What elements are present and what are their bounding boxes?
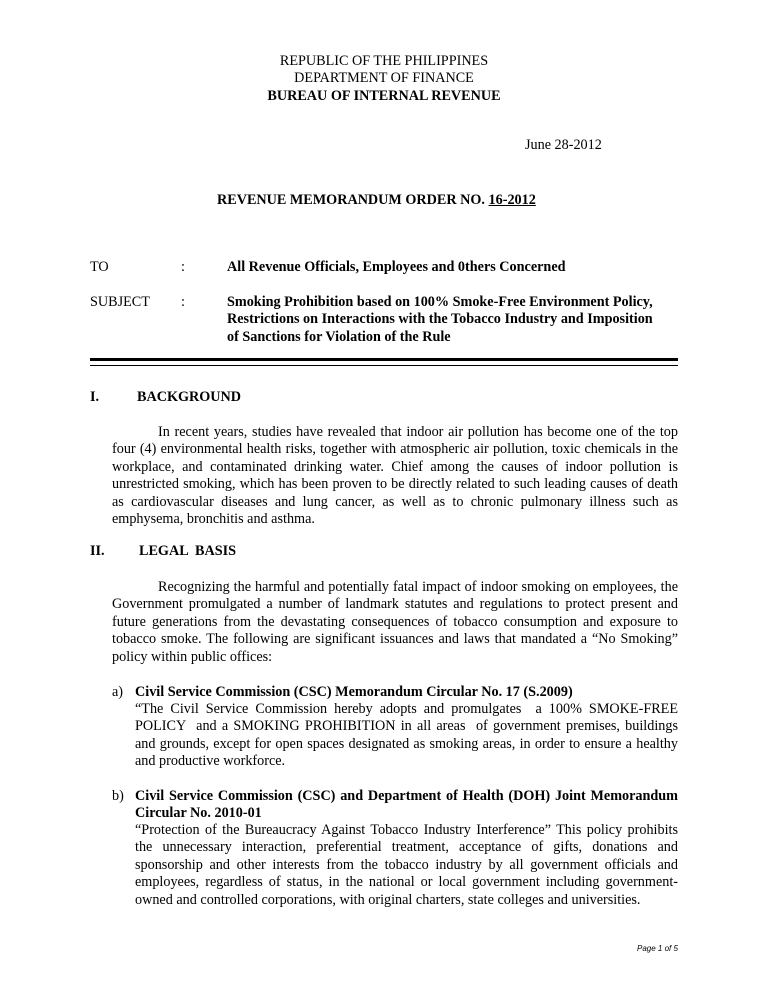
section2-numeral: II.	[90, 543, 105, 559]
subject-label: SUBJECT	[90, 294, 150, 310]
section2-body: Recognizing the harmful and potentially fatal impact of indoor smoking on employees, the Government promulgated a number of landmark statutes and regulations to protect present and future generations from the devastating consequences of tobacco consumption and exposure to tobacco smoke. The following are significant issuances and laws that mandated a “No Smoking” policy within public offices:	[112, 579, 678, 665]
item-b-letter: b)	[112, 788, 124, 804]
order-title	[217, 192, 536, 209]
page-number: Page 1 of 5	[637, 944, 678, 953]
subject-colon: :	[181, 294, 185, 310]
section1-body: In recent years, studies have revealed that indoor air pollution has become one of the top four (4) environmental health risks, together with atmospheric air pollution, toxic chemicals in the workplace, and contaminated drinking water. Chief among the causes of indoor pollution is unrestricted smoking, which has been proven to be directly related to such leading causes of death as cardiovascular diseases and lung cancer, as well as to chronic pulmonary illness such as emphysema, bronchitis and asthma.	[112, 424, 678, 528]
order-number: 16-2012	[488, 192, 536, 208]
to-value: All Revenue Officials, Employees and 0thers Concerned	[227, 259, 566, 275]
section2-heading: LEGAL BASIS	[139, 543, 236, 559]
memo-date: June 28-2012	[525, 137, 602, 153]
item-a-title: Civil Service Commission (CSC) Memorandum Circular No. 17 (S.2009)	[135, 684, 573, 700]
section1-numeral: I.	[90, 389, 100, 405]
to-colon: :	[181, 259, 185, 275]
header-republic: REPUBLIC OF THE PHILIPPINES	[279, 53, 489, 69]
order-title-prefix: REVENUE MEMORANDUM ORDER NO.	[217, 192, 489, 208]
subject-value: Smoking Prohibition based on 100% Smoke-Free Environment Policy, Restrictions on Interactions with the Tobacco Industry and Imposition of Sanctions for Violation of the Rule	[227, 294, 653, 345]
section1-heading: BACKGROUND	[137, 389, 242, 405]
item-b-title: Civil Service Commission (CSC) and Department of Health (DOH) Joint Memorandum Circular No. 2010-01	[135, 788, 678, 822]
header-department: DEPARTMENT OF FINANCE	[294, 70, 474, 86]
header-bureau: BUREAU OF INTERNAL REVENUE	[267, 88, 501, 104]
item-a-letter: a)	[112, 684, 124, 700]
divider-rule-thin	[90, 365, 678, 366]
item-a-text: “The Civil Service Commission hereby adopts and promulgates a 100% SMOKE-FREE POLICY and a SMOKING PROHIBITION in all areas of government premises, buildings and grounds, except for open spaces designated as smoking areas, in order to ensure a healthy and productive workforce.	[135, 701, 682, 770]
item-b-text: “Protection of the Bureaucracy Against Tobacco Industry Interference” This policy prohibits the unnecessary interaction, preferential treatment, acceptance of gifts, donations and sponsorship and other interests from the tobacco industry by all government officials and employees, regardless of status, in the national or local government including government-owned and controlled corporations, with original charters, state colleges and universities.	[135, 822, 678, 908]
divider-rule-thick	[90, 358, 678, 361]
to-label: TO	[90, 259, 109, 275]
